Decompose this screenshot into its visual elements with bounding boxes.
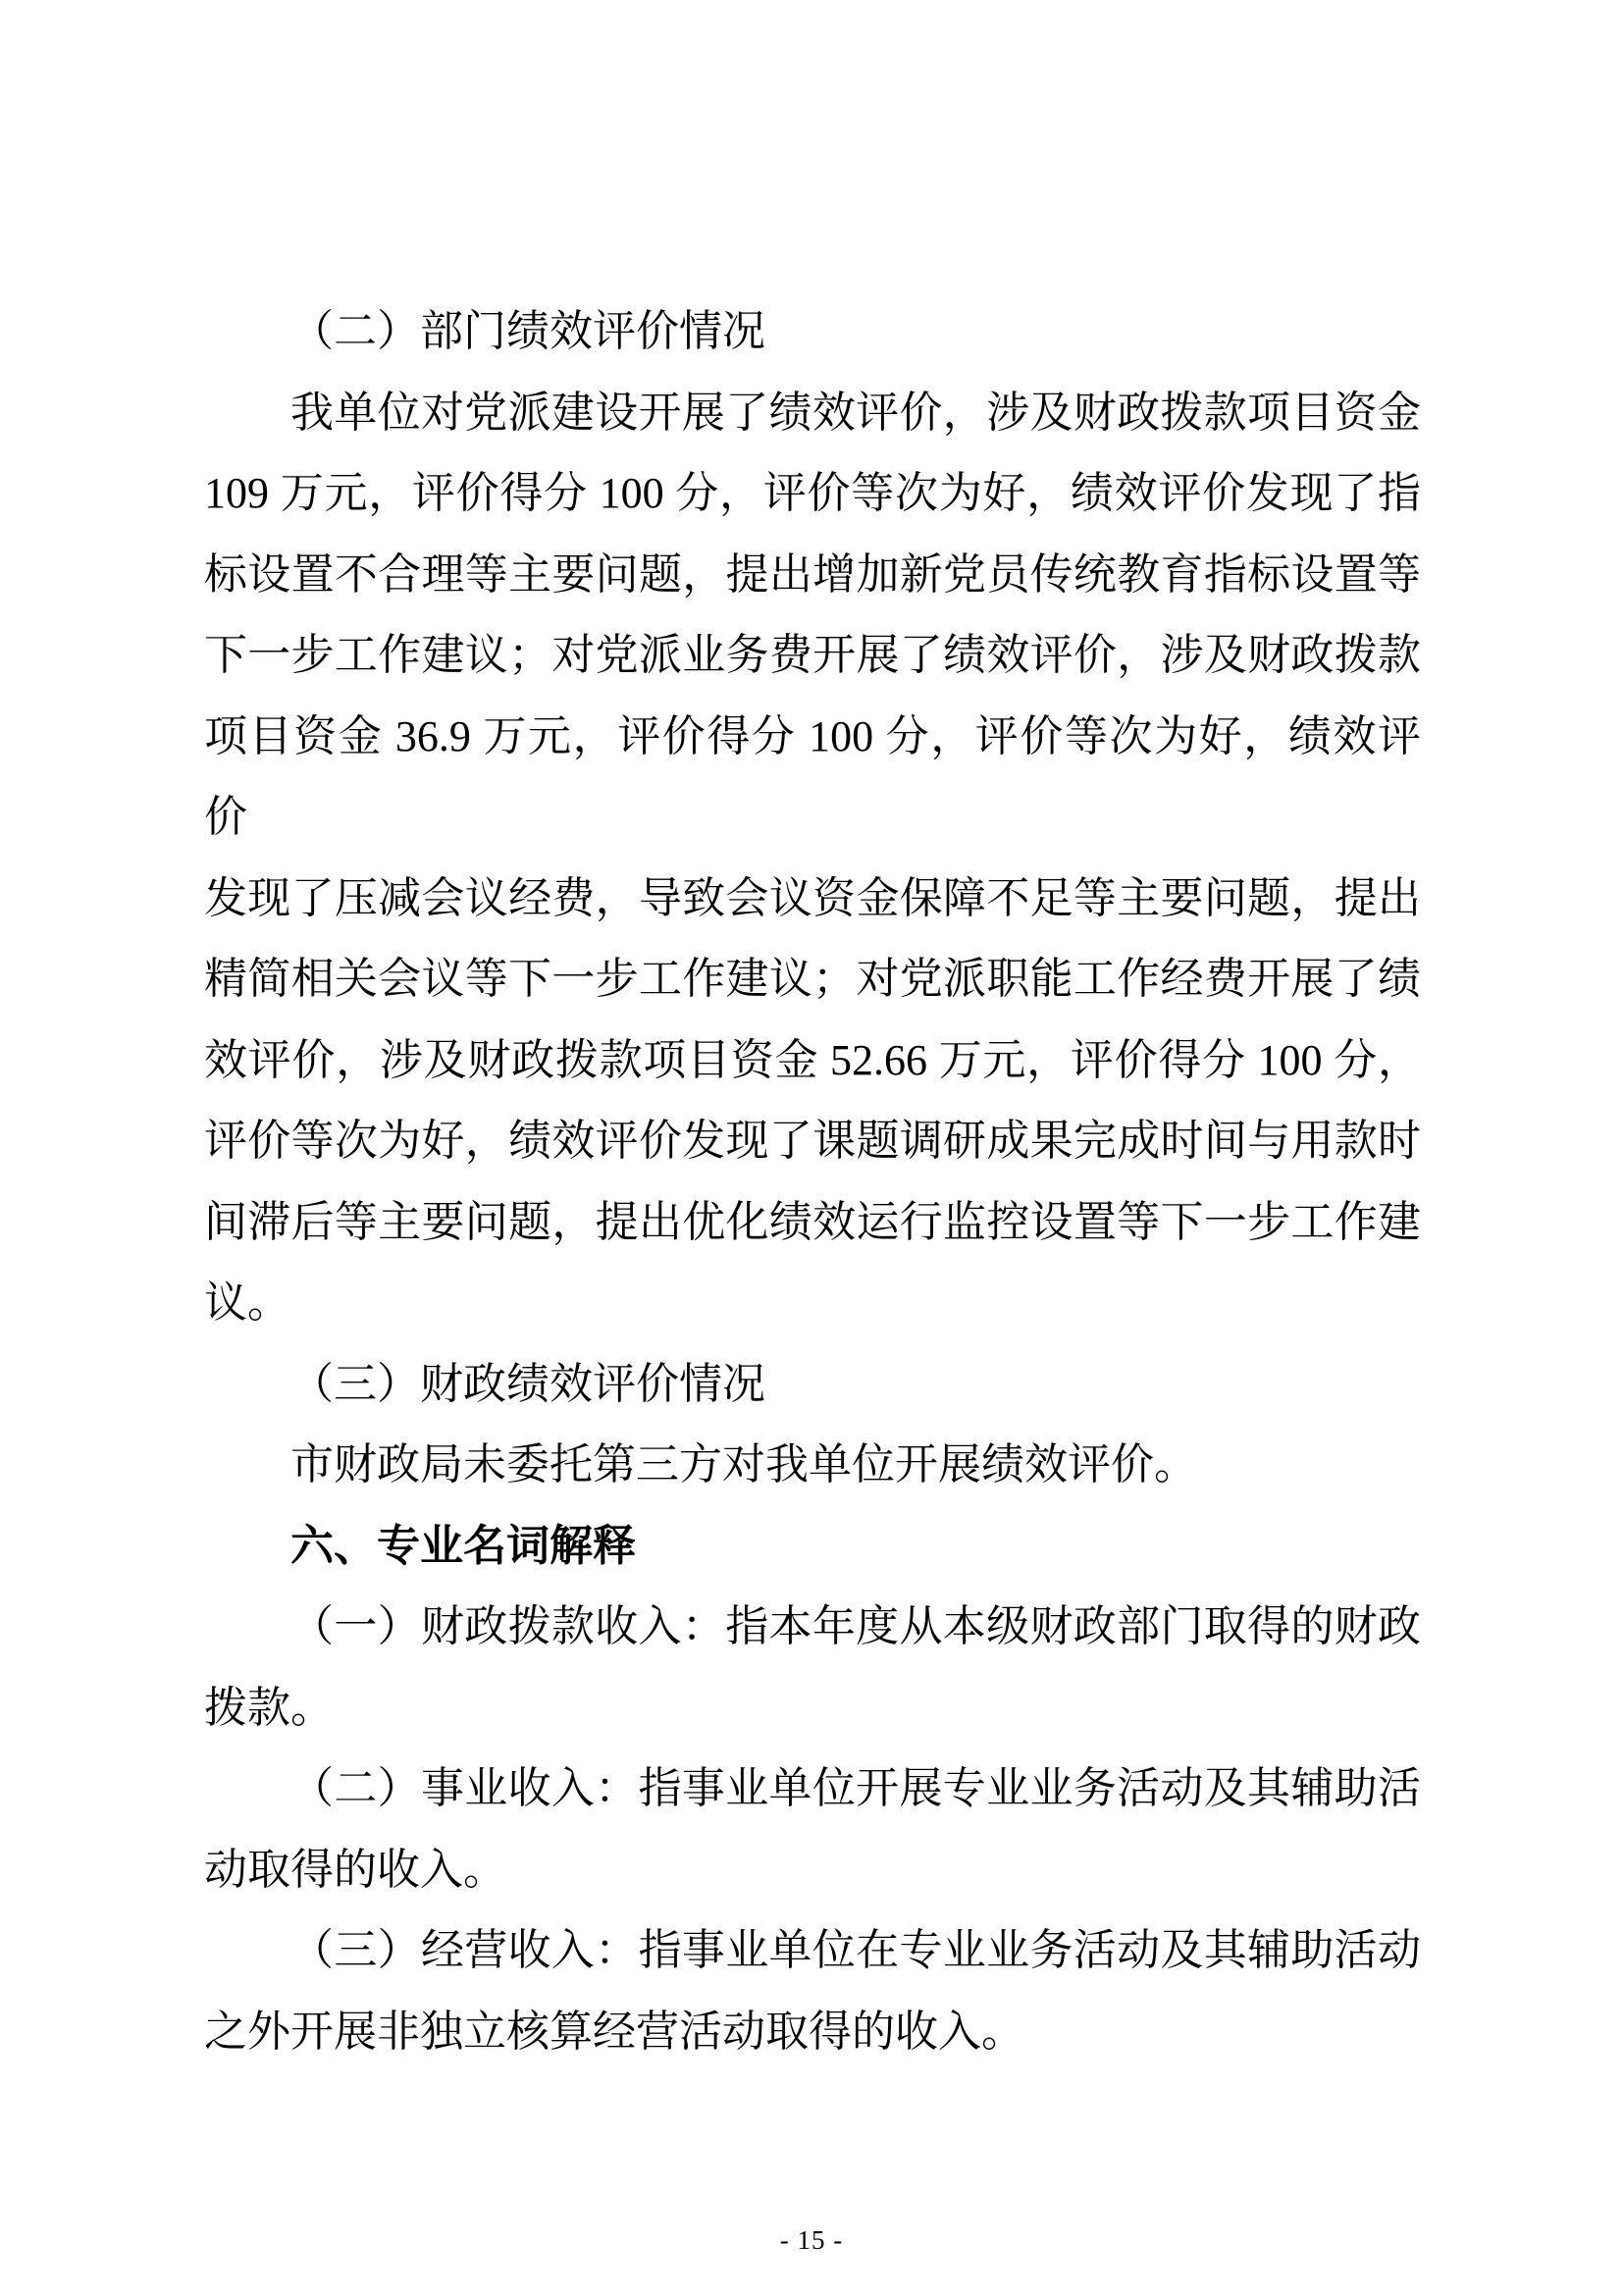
paragraph-line: 拨款。 [204,1683,334,1732]
definition-text: 指事业单位开展专业业务活动及其辅助活 [638,1764,1422,1812]
heading-terminology: 六、专业名词解释 [290,1521,636,1570]
paragraph-line: 市财政局未委托第三方对我单位开展绩效评价。 [290,1440,1197,1488]
paragraph-line: 议。 [204,1278,290,1327]
paragraph-line: 109 万元，评价得分 100 分，评价等次为好，绩效评价发现了指 [204,469,1421,517]
page-number: - 15 - [779,2225,844,2255]
definition-term: （二）事业收入： [290,1764,639,1812]
definition-text: 指事业单位在专业业务活动及其辅助活动 [638,1926,1422,1974]
document-body [204,291,1421,2072]
definition-text: 指本年度从本级财政部门取得的财政 [725,1602,1422,1650]
paragraph-line: 动取得的收入。 [204,1845,506,1894]
paragraph-line: 下一步工作建议；对党派业务费开展了绩效评价，涉及财政拨款 [204,631,1421,679]
definition-term: （三）经营收入： [290,1926,639,1974]
paragraph-line: 间滞后等主要问题，提出优化绩效运行监控设置等下一步工作建 [204,1197,1421,1246]
definition-line [204,1587,1421,1668]
paragraph-line: 之外开展非独立核算经营活动取得的收入。 [204,2007,1024,2056]
definition-line [204,1748,1421,1830]
paragraph-line: 评价等次为好，绩效评价发现了课题调研成果完成时间与用款时 [204,1117,1421,1165]
paragraph-line: 精简相关会议等下一步工作建议；对党派职能工作经费开展了绩 [204,955,1421,1003]
definition-line [204,1910,1421,1992]
paragraph-line: 标设置不合理等主要问题，提出增加新党员传统教育指标设置等 [204,549,1421,599]
paragraph-line: 发现了压减会议经费，导致会议资金保障不足等主要问题，提出 [204,873,1421,922]
definition-term: （一）财政拨款收入： [290,1602,726,1650]
heading-fiscal-performance-evaluation: （三）财政绩效评价情况 [290,1359,765,1408]
paragraph-line: 项目资金 36.9 万元，评价得分 100 分，评价等次为好，绩效评价 [204,711,1421,841]
heading-dept-performance-evaluation: （二）部门绩效评价情况 [290,307,765,355]
paragraph-line: 效评价，涉及财政拨款项目资金 52.66 万元，评价得分 100 分， [204,1035,1421,1084]
paragraph-line: 我单位对党派建设开展了绩效评价，涉及财政拨款项目资金 [290,388,1421,437]
